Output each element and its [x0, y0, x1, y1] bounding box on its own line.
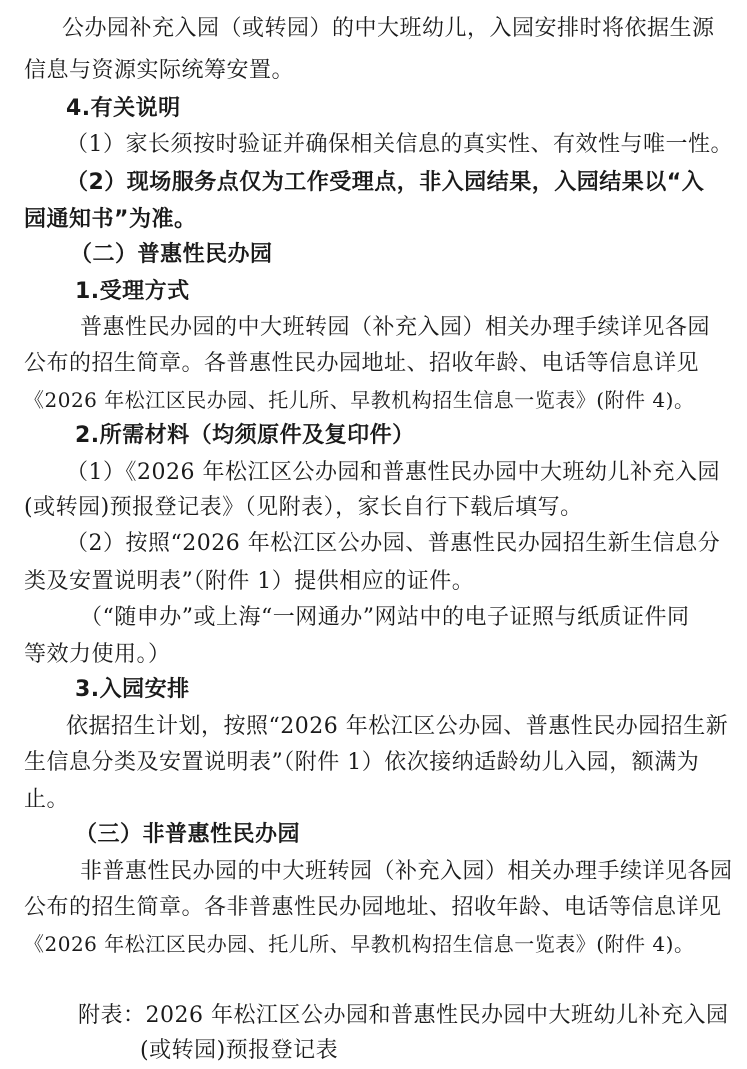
paragraph-line: （“随申办”或上海“一网通办”网站中的电子证照与纸质证件同: [80, 605, 690, 630]
paragraph-line: 信息与资源实际统筹安置。: [24, 58, 295, 83]
attachment-line: (或转园)预报登记表: [140, 1038, 339, 1063]
section-heading: （二）普惠性民办园: [70, 242, 273, 267]
paragraph-line: 非普惠性民办园的中大班转园（补充入园）相关办理手续详见各园: [80, 859, 733, 884]
paragraph-line: 生信息分类及安置说明表”（附件 1）依次接纳适龄幼儿入园，额满为: [24, 750, 700, 775]
section-heading: 4.有关说明: [66, 96, 181, 121]
paragraph-line: 公办园补充入园（或转园）的中大班幼儿，入园安排时将依据生源: [62, 16, 715, 41]
paragraph-line: 《2026 年松江区民办园、托儿所、早教机构招生信息一览表》(附件 4)。: [24, 932, 695, 956]
attachment-line: 附表：2026 年松江区公办园和普惠性民办园中大班幼儿补充入园: [78, 1003, 729, 1028]
paragraph-line: （2）按照“2026 年松江区公办园、普惠性民办园招生新生信息分: [66, 531, 721, 556]
section-heading: 3.入园安排: [75, 677, 190, 702]
paragraph-line: (或转园)预报登记表》（见附表），家长自行下载后填写。: [24, 495, 583, 520]
paragraph-line: （1）家长须按时验证并确保相关信息的真实性、有效性与唯一性。: [66, 132, 733, 157]
paragraph-line: 普惠性民办园的中大班转园（补充入园）相关办理手续详见各园: [80, 315, 711, 340]
section-heading: （三）非普惠性民办园: [75, 822, 301, 847]
paragraph-line: 依据招生计划，按照“2026 年松江区公办园、普惠性民办园招生新: [66, 714, 729, 739]
paragraph-line: 类及安置说明表”（附件 1）提供相应的证件。: [24, 569, 475, 594]
paragraph-line: （1）《2026 年松江区公办园和普惠性民办园中大班幼儿补充入园: [66, 460, 720, 485]
paragraph-line: 园通知书”为准。: [24, 207, 197, 232]
paragraph-line: 等效力使用。）: [24, 642, 171, 667]
section-heading: 2.所需材料（均须原件及复印件）: [75, 423, 415, 448]
paragraph-line: 《2026 年松江区民办园、托儿所、早教机构招生信息一览表》(附件 4)。: [24, 388, 695, 412]
paragraph-line: （2）现场服务点仅为工作受理点，非入园结果，入园结果以“入: [66, 170, 705, 195]
paragraph-line: 公布的招生简章。各非普惠性民办园地址、招收年龄、电话等信息详见: [24, 895, 722, 920]
paragraph-line: 止。: [24, 787, 70, 812]
paragraph-line: 公布的招生简章。各普惠性民办园地址、招收年龄、电话等信息详见: [24, 351, 700, 376]
section-heading: 1.受理方式: [75, 279, 190, 304]
